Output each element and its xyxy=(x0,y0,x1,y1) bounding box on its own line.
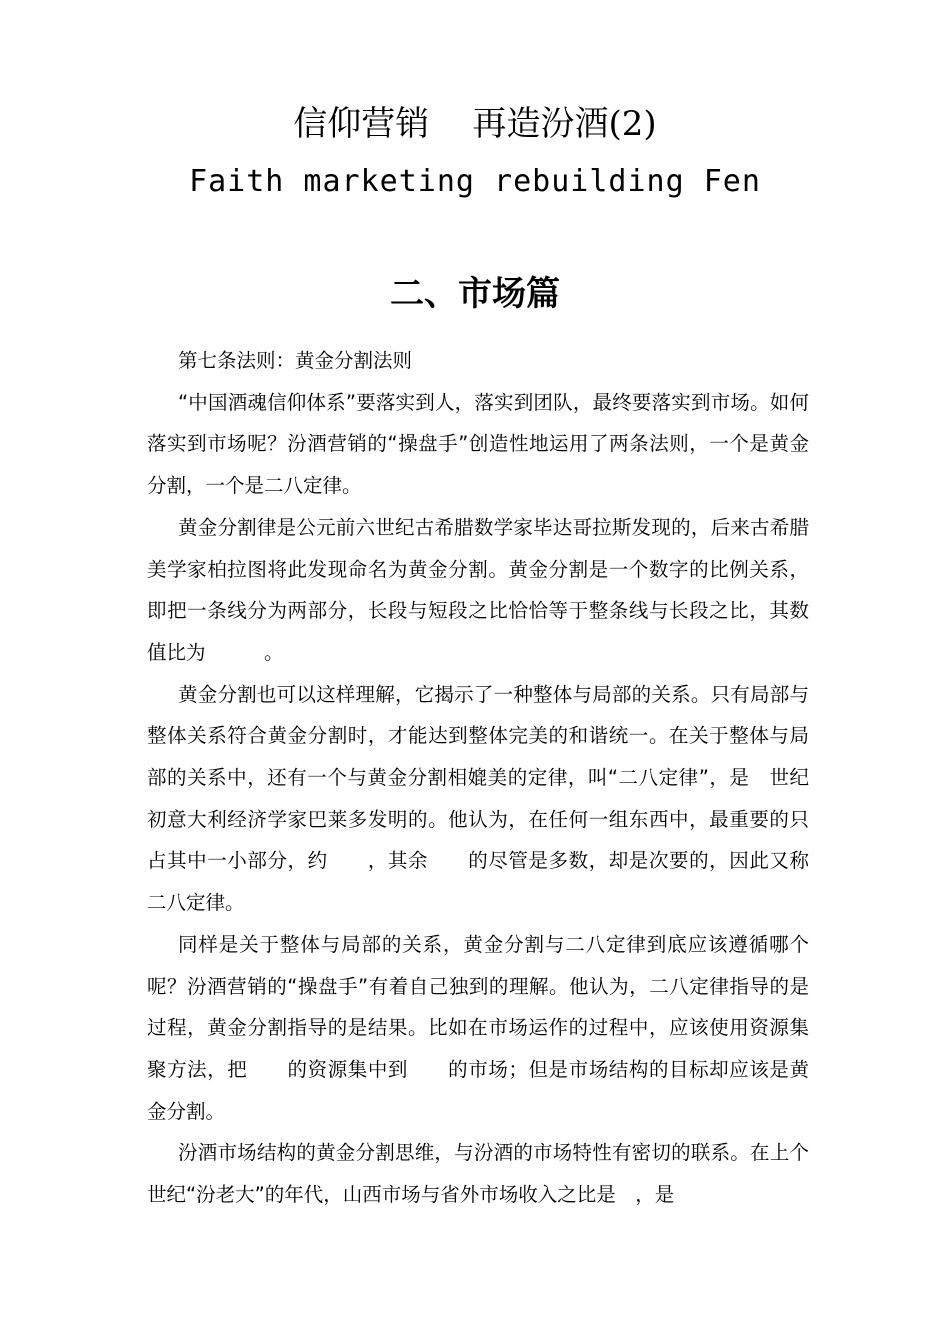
rule-heading: 第七条法则：黄金分割法则 xyxy=(178,349,413,372)
paragraph-market-structure: 汾酒市场结构的黄金分割思维，与汾酒的市场特性有密切的联系。在上个世纪“汾老大”的年代，山西市场与省外市场收入之比是 ，是 xyxy=(147,1141,809,1207)
paragraph-process-result: 同样是关于整体与局部的关系，黄金分割与二八定律到底应该遵循哪个呢？汾酒营销的“操盘手”有着自己独到的理解。他认为，二八定律指导的是过程，黄金分割指导的是结果。比如在市场运作的过程中，应该使用资源集聚方法，把 的资源集中到 的市场；但是市场结构的目标却应该是黄金分割。 xyxy=(147,932,809,1123)
document-title-english: Faith marketing rebuilding Fen xyxy=(189,164,761,199)
paragraph-golden-ratio: 黄金分割律是公元前六世纪古希腊数学家毕达哥拉斯发现的，后来古希腊美学家柏拉图将此发现命名为黄金分割。黄金分割是一个数字的比例关系，即把一条线分为两部分，长段与短段之比恰恰等于整条线与长段之比，其数值比为 。 xyxy=(147,515,809,664)
paragraph-intro: “中国酒魂信仰体系”要落实到人，落实到团队，最终要落实到市场。如何落实到市场呢？汾酒营销的“操盘手”创造性地运用了两条法则，一个是黄金分割，一个是二八定律。 xyxy=(147,390,809,498)
paragraph-pareto: 黄金分割也可以这样理解，它揭示了一种整体与局部的关系。只有局部与整体关系符合黄金分割时，才能达到整体完美的和谐统一。在关于整体与局部的关系中，还有一个与黄金分割相媲美的定律，叫“二八定律”，是 世纪初意大利经济学家巴莱多发明的。他认为，在任何一组东西中，最重要的只占其中一小部分，约 ，其余 的尽管是多数，却是次要的，因此又称二八定律。 xyxy=(147,682,809,915)
document-title-chinese: 信仰营销 再造汾酒(2) xyxy=(293,104,657,144)
article-body xyxy=(147,340,809,1216)
section-heading: 二、市场篇 xyxy=(390,274,560,314)
